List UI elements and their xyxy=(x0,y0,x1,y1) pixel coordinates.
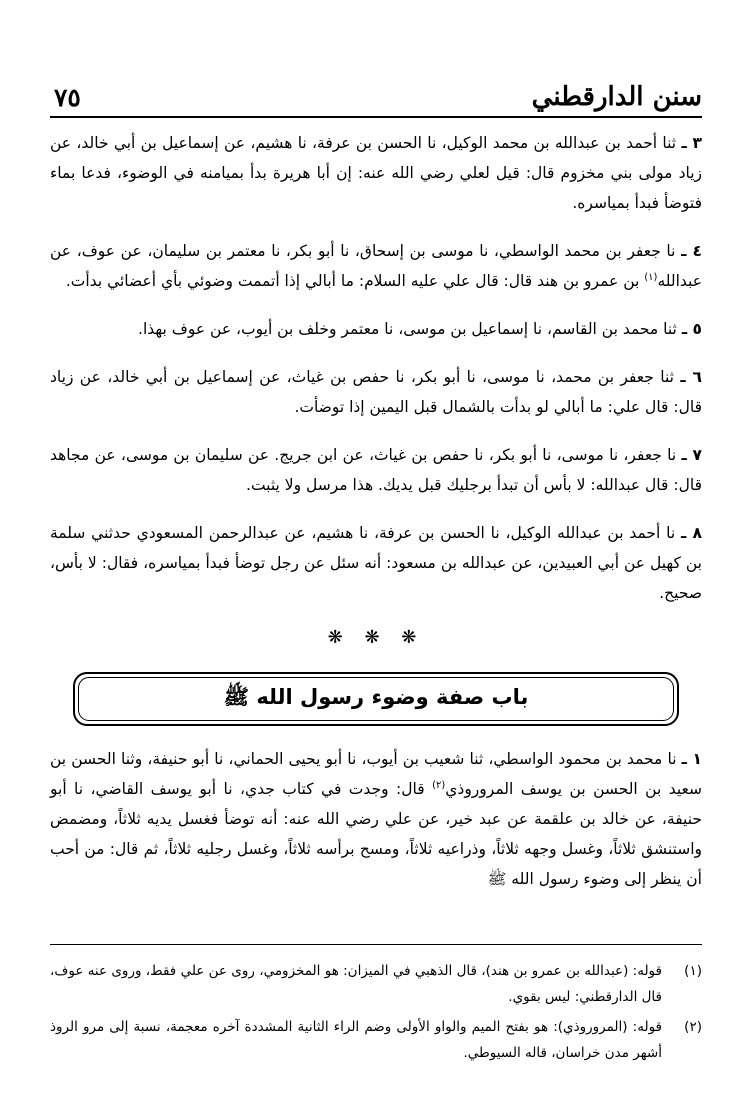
hadith-text: ثنا جعفر بن محمد، نا موسى، نا أبو بكر، نا حفص بن غياث، عن إسماعيل بن أبي خالد، عن زياد قال: قال علي: ما أبالي لو بدأت بالشمال قبل اليمين إذا توضأت. xyxy=(50,368,702,416)
page-header xyxy=(50,72,702,118)
chapter-heading-box xyxy=(73,672,679,726)
hadith-text-continued: بن عمرو بن هند قال: قال علي عليه السلام: ما أبالي إذا أتممت وضوئي بأي أعضائي بدأت. xyxy=(65,272,645,290)
page-number: ٧٥ xyxy=(54,83,81,112)
hadith-paragraph xyxy=(50,744,702,894)
hadith-list xyxy=(50,128,702,608)
hadith-number: ٤ ـ xyxy=(681,242,703,260)
hadith-number: ٨ ـ xyxy=(680,524,702,542)
footnote xyxy=(50,958,702,1010)
hadith-number: ٥ ـ xyxy=(681,320,702,338)
hadith-text: نا جعفر بن محمد الواسطي، نا موسى بن إسحاق، نا أبو بكر، نا معتمر بن سليمان، عن عوف، عن عبدالله xyxy=(50,242,702,290)
footnote-text: قوله: (المروروذي): هو بفتح الميم والواو الأولى وضم الراء الثانية المشددة آخره معجمة، نسبة إلى مرو الروذ أشهر مدن خراسان، قاله السيوطي. xyxy=(50,1019,662,1061)
hadith-paragraph xyxy=(50,314,702,344)
footnote-number: (٢) xyxy=(684,1019,702,1035)
book-page xyxy=(50,72,703,1061)
footnote xyxy=(50,1014,702,1066)
hadith-text: نا جعفر، نا موسى، نا أبو بكر، نا حفص بن غياث، عن ابن جريج. عن سليمان بن موسى، عن مجاهد قال: قال عبدالله: لا بأس أن تبدأ برجليك قبل يديك. هذا مرسل ولا يثبت. xyxy=(50,446,702,494)
header-rule xyxy=(50,116,702,118)
footnote-text: قوله: (عبدالله بن عمرو بن هند)، قال الذهبي في الميزان: هو المخزومي، روى عن علي فقط، وروى عنه عوف، قال الدارقطني: ليس بقوي. xyxy=(50,963,662,1005)
hadith-text: ثنا أحمد بن عبدالله بن محمد الوكيل، نا الحسن بن عرفة، نا هشيم، عن إسماعيل بن أبي خالد، عن زياد مولى بني مخزوم قال: قيل لعلي رضي الله عنه: إن أبا هريرة بدأ بميامنه في الوضوء، فدعا بماء فتوضأ فبدأ بمياسره. xyxy=(50,134,702,212)
hadith-number: ٧ ـ xyxy=(681,446,702,464)
footnotes xyxy=(50,958,702,1070)
section-separator: ❋ ❋ ❋ xyxy=(327,627,425,648)
footnote-number: (١) xyxy=(684,963,702,979)
hadith-text: نا أحمد بن عبدالله الوكيل، نا الحسن بن عرفة، نا هشيم، عن عبدالرحمن المسعودي حدثني سلمة بن كهيل عن أبي العبيدين، عن عبدالله بن مسعود: أنه سئل عن رجل توضأ فبدأ بمياسره، فقال: لا بأس، صحيح. xyxy=(50,524,702,602)
hadith-text: نا محمد بن محمود الواسطي، ثنا شعيب بن أيوب، نا أبو يحيى الحماني، نا أبو حنيفة، وثنا الحسن بن سعيد بن الحسن بن يوسف المروروذي xyxy=(50,750,702,798)
footnote-ref[interactable]: (٢) xyxy=(432,779,446,791)
hadith-paragraph xyxy=(50,518,702,608)
hadith-paragraph xyxy=(50,128,702,218)
hadith-paragraph xyxy=(50,236,702,296)
hadith-text-continued: قال: وجدت في كتاب جدي، نا أبو يوسف القاضي، نا أبو حنيفة، عن خالد بن علقمة عن عبد خير، عن علي رضي الله عنه: أنه توضأ فغسل يديه ثلاثاً، ومضمض واستنشق ثلاثاً، وغسل وجهه ثلاثاً، وذراعيه ثلاثاً، ومسح برأسه ثلاثاً، وغسل رجليه ثلاثاً، ثم قال: من أحب أن ينظر إلى وضوء رسول الله ﷺ xyxy=(50,780,702,888)
hadith-number: ١ ـ xyxy=(681,750,702,768)
hadith-number: ٦ ـ xyxy=(680,368,702,386)
footnote-rule xyxy=(50,944,702,945)
chapter-title: باب صفة وضوء رسول الله ﷺ xyxy=(223,684,529,709)
chapter-heading-inner xyxy=(78,677,674,721)
book-title: سنن الدارقطني xyxy=(531,82,702,112)
hadith-paragraph xyxy=(50,440,702,500)
footnote-ref[interactable]: (١) xyxy=(644,271,658,283)
hadith-text: ثنا محمد بن القاسم، نا إسماعيل بن موسى، نا معتمر وخلف بن أيوب، عن عوف بهذا. xyxy=(138,320,677,338)
hadith-number: ٣ ـ xyxy=(681,134,702,152)
hadith-paragraph xyxy=(50,362,702,422)
